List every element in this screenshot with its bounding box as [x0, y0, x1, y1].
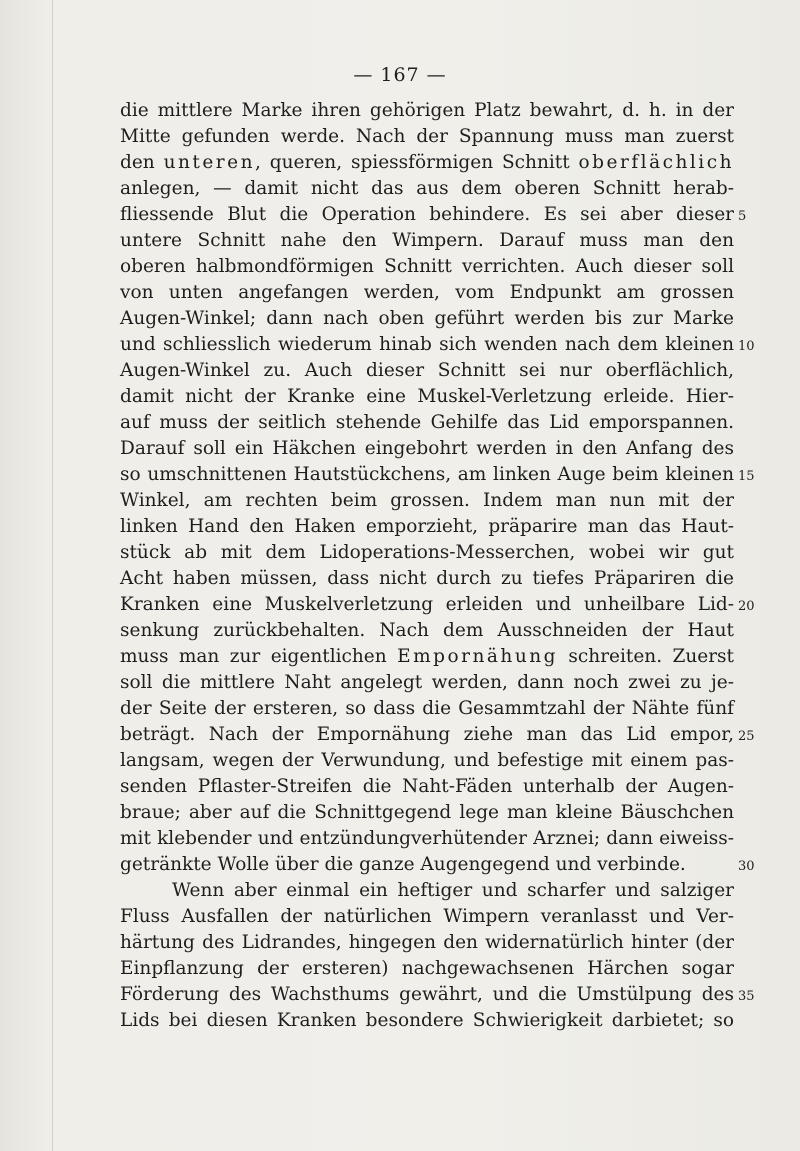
text-line: [120, 410, 734, 436]
text-line: [120, 930, 734, 956]
text-run: Acht haben müssen, dass nicht durch zu tiefes Präpariren die: [120, 568, 734, 589]
text-line: [120, 566, 734, 592]
text-run: Förderung des Wachsthums gewährt, und die Umstülpung des: [120, 984, 734, 1005]
line-number: 20: [738, 599, 755, 614]
text-run: Wenn aber einmal ein heftiger und scharfer und salziger: [172, 880, 734, 901]
text-run: beträgt. Nach der Empornähung ziehe man das Lid empor,: [120, 724, 734, 745]
page-number: — 167 —: [353, 64, 447, 86]
text-line: [120, 306, 734, 332]
text-line: [120, 878, 734, 904]
text-run: anlegen, — damit nicht das aus dem oberen Schnitt herab-: [120, 178, 734, 199]
text-line: [120, 98, 734, 124]
emphasized-text: unteren: [163, 152, 256, 173]
page-fold-line: [52, 0, 53, 1151]
text-run: und schliesslich wiederum hinab sich wenden nach dem kleinen: [120, 334, 734, 355]
emphasized-text: Empornähung: [397, 646, 558, 667]
text-line: [120, 280, 734, 306]
text-run: braue; aber auf die Schnittgegend lege man kleine Bäuschchen: [120, 802, 734, 823]
text-line: [120, 150, 734, 176]
text-line: [120, 332, 734, 358]
text-line: [120, 384, 734, 410]
line-number: 5: [738, 209, 747, 224]
text-line: [120, 644, 734, 670]
text-run: senkung zurückbehalten. Nach dem Ausschneiden der Haut: [120, 620, 734, 641]
text-line: [120, 462, 734, 488]
text-line: [120, 774, 734, 800]
text-run: Winkel, am rechten beim grossen. Indem man nun mit der: [120, 490, 734, 511]
text-run: der Seite der ersteren, so dass die Gesammtzahl der Nähte fünf: [120, 698, 734, 719]
text-line: [120, 358, 734, 384]
text-line: [120, 488, 734, 514]
text-run: Fluss Ausfallen der natürlichen Wimpern veranlasst und Ver-: [120, 906, 734, 927]
line-number: 25: [738, 729, 755, 744]
text-line: [120, 982, 734, 1008]
text-line: [120, 904, 734, 930]
text-line: [120, 176, 734, 202]
line-number: 15: [738, 469, 755, 484]
text-run: Kranken eine Muskelverletzung erleiden und unheilbare Lid-: [120, 594, 734, 615]
line-number: 10: [738, 339, 755, 354]
text-run: Einpflanzung der ersteren) nachgewachsenen Härchen sogar: [120, 958, 734, 979]
text-run: senden Pflaster-Streifen die Naht-Fäden unterhalb der Augen-: [120, 776, 734, 797]
text-run: die mittlere Marke ihren gehörigen Platz bewahrt, d. h. in der: [120, 100, 734, 121]
text-line: [120, 748, 734, 774]
text-run: härtung des Lidrandes, hingegen den widernatürlich hinter (der: [120, 932, 734, 953]
text-run: Lids bei diesen Kranken besondere Schwierigkeit darbietet; so: [120, 1010, 734, 1031]
text-run: so umschnittenen Hautstückchens, am linken Auge beim kleinen: [120, 464, 734, 485]
text-run: Mitte gefunden werde. Nach der Spannung muss man zuerst: [120, 126, 734, 147]
text-line: [120, 540, 734, 566]
text-line: [120, 956, 734, 982]
text-line: [120, 436, 734, 462]
line-number: 35: [738, 989, 755, 1004]
text-line: [120, 618, 734, 644]
text-line: [120, 826, 734, 852]
text-run: muss man zur eigentlichen: [120, 646, 398, 667]
text-line: [120, 1008, 734, 1034]
text-line: [120, 228, 734, 254]
text-run: schreiten. Zuerst: [558, 646, 734, 667]
text-run: soll die mittlere Naht angelegt werden, dann noch zwei zu je-: [120, 672, 734, 693]
text-run: linken Hand den Haken emporzieht, präparire man das Haut-: [120, 516, 734, 537]
text-run: Augen-Winkel; dann nach oben geführt werden bis zur Marke: [120, 308, 734, 329]
text-run: oberen halbmondförmigen Schnitt verrichten. Auch dieser soll: [120, 256, 734, 277]
text-run: den: [120, 152, 164, 173]
text-run: getränkte Wolle über die ganze Augengegend und verbinde.: [120, 854, 686, 875]
text-run: von unten angefangen werden, vom Endpunkt am grossen: [120, 282, 734, 303]
text-run: Augen-Winkel zu. Auch dieser Schnitt sei nur oberflächlich,: [120, 360, 734, 381]
text-line: [120, 696, 734, 722]
emphasized-text: oberflächlich: [578, 152, 734, 173]
text-run: stück ab mit dem Lidoperations-Messerchen, wobei wir gut: [120, 542, 734, 563]
text-line: [120, 202, 734, 228]
text-line: [120, 852, 734, 878]
text-line: [120, 514, 734, 540]
text-line: [120, 592, 734, 618]
text-run: langsam, wegen der Verwundung, und befestige mit einem pas-: [120, 750, 734, 771]
text-line: [120, 670, 734, 696]
text-run: untere Schnitt nahe den Wimpern. Darauf muss man den: [120, 230, 734, 251]
text-run: damit nicht der Kranke eine Muskel-Verletzung erleide. Hier-: [120, 386, 734, 407]
text-run: , queren, spiessförmigen Schnitt: [255, 152, 579, 173]
text-line: [120, 722, 734, 748]
text-line: [120, 800, 734, 826]
text-run: Darauf soll ein Häkchen eingebohrt werden in den Anfang des: [120, 438, 734, 459]
body-text: [120, 98, 734, 1034]
text-line: [120, 254, 734, 280]
text-run: fliessende Blut die Operation behindere. Es sei aber dieser: [120, 204, 734, 225]
text-run: auf muss der seitlich stehende Gehilfe das Lid emporspannen.: [120, 412, 734, 433]
line-number: 30: [738, 859, 755, 874]
text-line: [120, 124, 734, 150]
text-run: mit klebender und entzündungverhütender Arznei; dann eiweiss-: [120, 828, 734, 849]
